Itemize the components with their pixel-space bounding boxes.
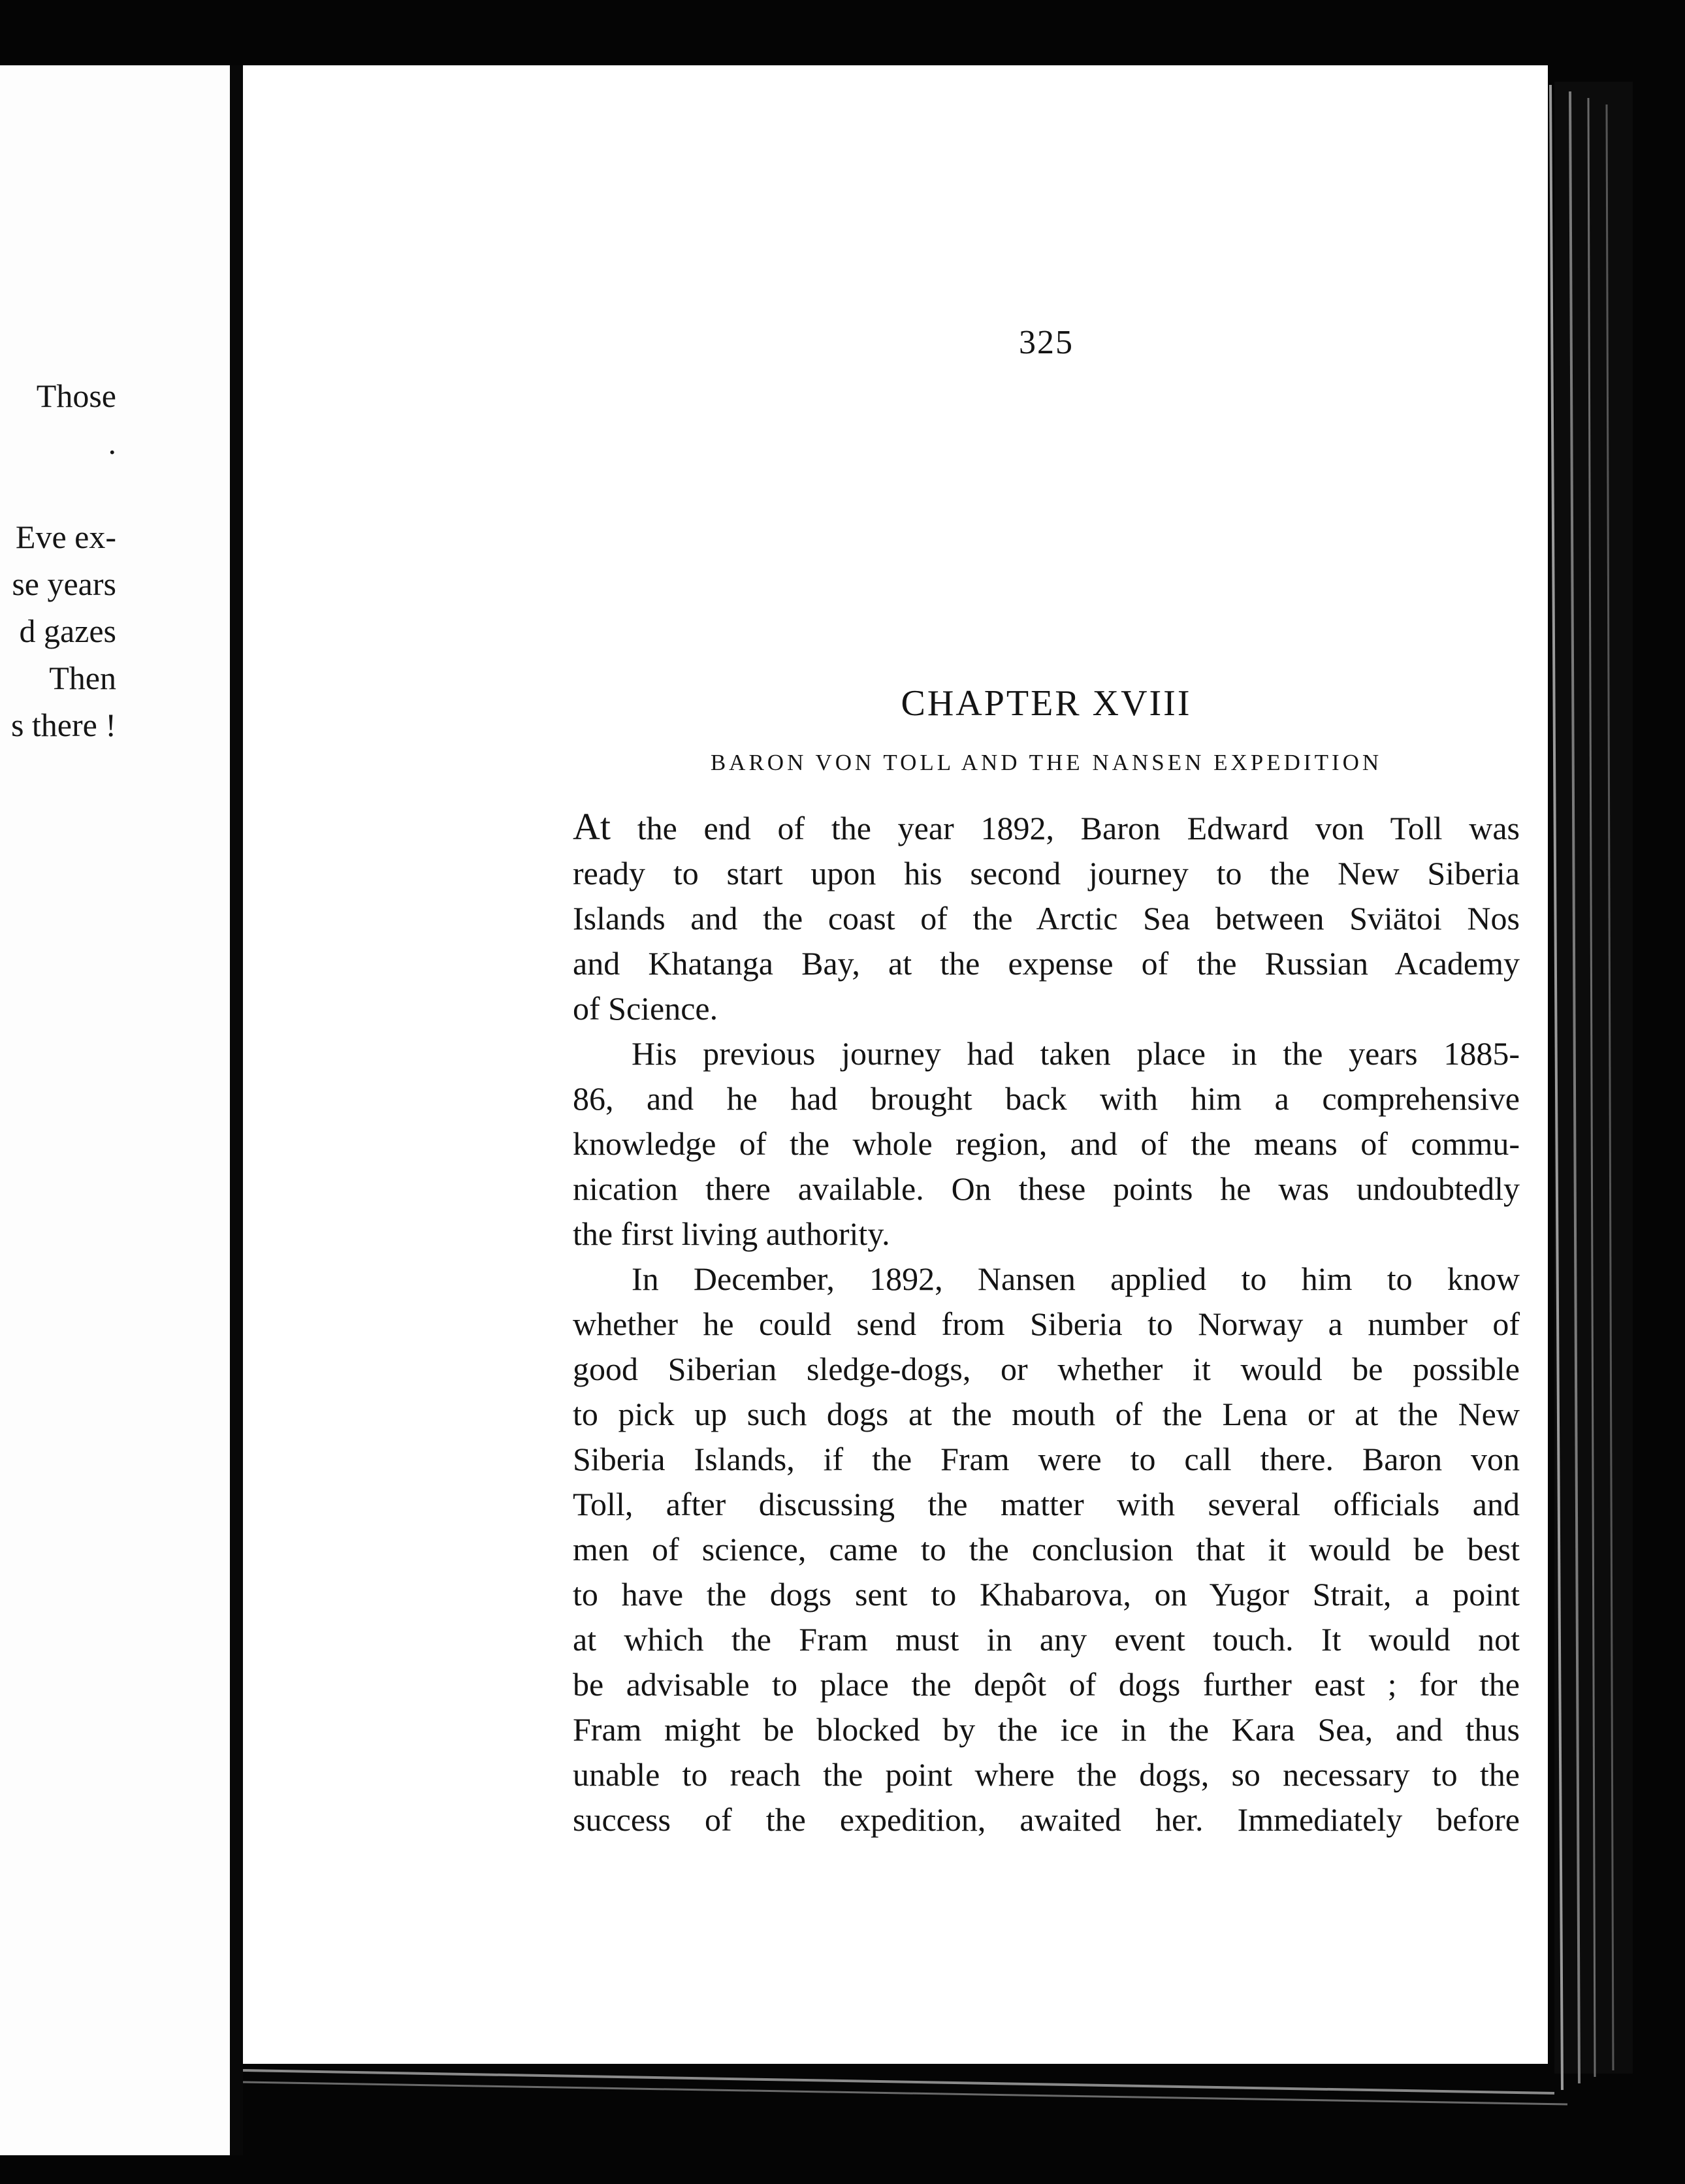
text-line: Siberia Islands, if the Fram were to call there. Baron von [573,1441,1520,1477]
text-line: good Siberian sledge-dogs, or whether it would be possible [573,1351,1520,1387]
right-page [243,65,1548,2064]
text-line: be advisable to place the depôt of dogs further east ; for the [573,1666,1520,1703]
left-line [0,466,116,513]
page-content [573,323,1520,1842]
text-line: Fram might be blocked by the ice in the Kara Sea, and thus [573,1711,1520,1748]
text-line: knowledge of the whole region, and of the means of commu- [573,1125,1520,1162]
book-spine [230,65,243,2155]
left-line: se years [12,566,116,602]
chapter-title: CHAPTER XVIII [901,683,1192,724]
text-line [573,804,1520,851]
text-line: and Khatanga Bay, at the expense of the Russian Academy [573,945,1520,982]
left-page [0,65,230,2155]
left-page-text [0,372,116,748]
left-line: . [108,425,116,461]
text-line: In December, 1892, Nansen applied to him to know [632,1261,1520,1297]
drop-cap: At [573,805,611,848]
text-line: of Science. [573,990,718,1027]
text-line: His previous journey had taken place in the years 1885- [632,1035,1520,1072]
text-line: to have the dogs sent to Khabarova, on Yugor Strait, a point [573,1576,1520,1613]
text-line: nication there available. On these points he was undoubtedly [573,1170,1520,1207]
left-line: Eve ex- [15,519,116,555]
text-line: unable to reach the point where the dogs, so necessary to the [573,1756,1520,1793]
text-line: ready to start upon his second journey to the New Siberia [573,855,1520,891]
text-line: the first living authority. [573,1215,890,1252]
left-line: Those [36,377,116,414]
left-line: d gazes [19,613,116,649]
text-line: 86, and he had brought back with him a comprehensive [573,1080,1520,1117]
left-line: Then [49,660,116,696]
text-line: to pick up such dogs at the mouth of the Lena or at the New [573,1396,1520,1432]
left-line: s there ! [10,707,116,743]
chapter-subtitle: BARON VON TOLL AND THE NANSEN EXPEDITION [710,750,1383,775]
text-line: success of the expedition, awaited her. Immediately before [573,1801,1520,1838]
text-line-content: the end of the year 1892, Baron Edward von Toll was [611,810,1520,846]
text-line: Islands and the coast of the Arctic Sea between Sviätoi Nos [573,900,1520,937]
text-line: Toll, after discussing the matter with several officials and [573,1486,1520,1522]
text-line: at which the Fram must in any event touch. It would not [573,1621,1520,1658]
page-number: 325 [1019,324,1074,361]
text-line: whether he could send from Siberia to Norway a number of [573,1306,1520,1342]
body-text [573,804,1520,1842]
text-line: men of science, came to the conclusion that it would be best [573,1531,1520,1567]
